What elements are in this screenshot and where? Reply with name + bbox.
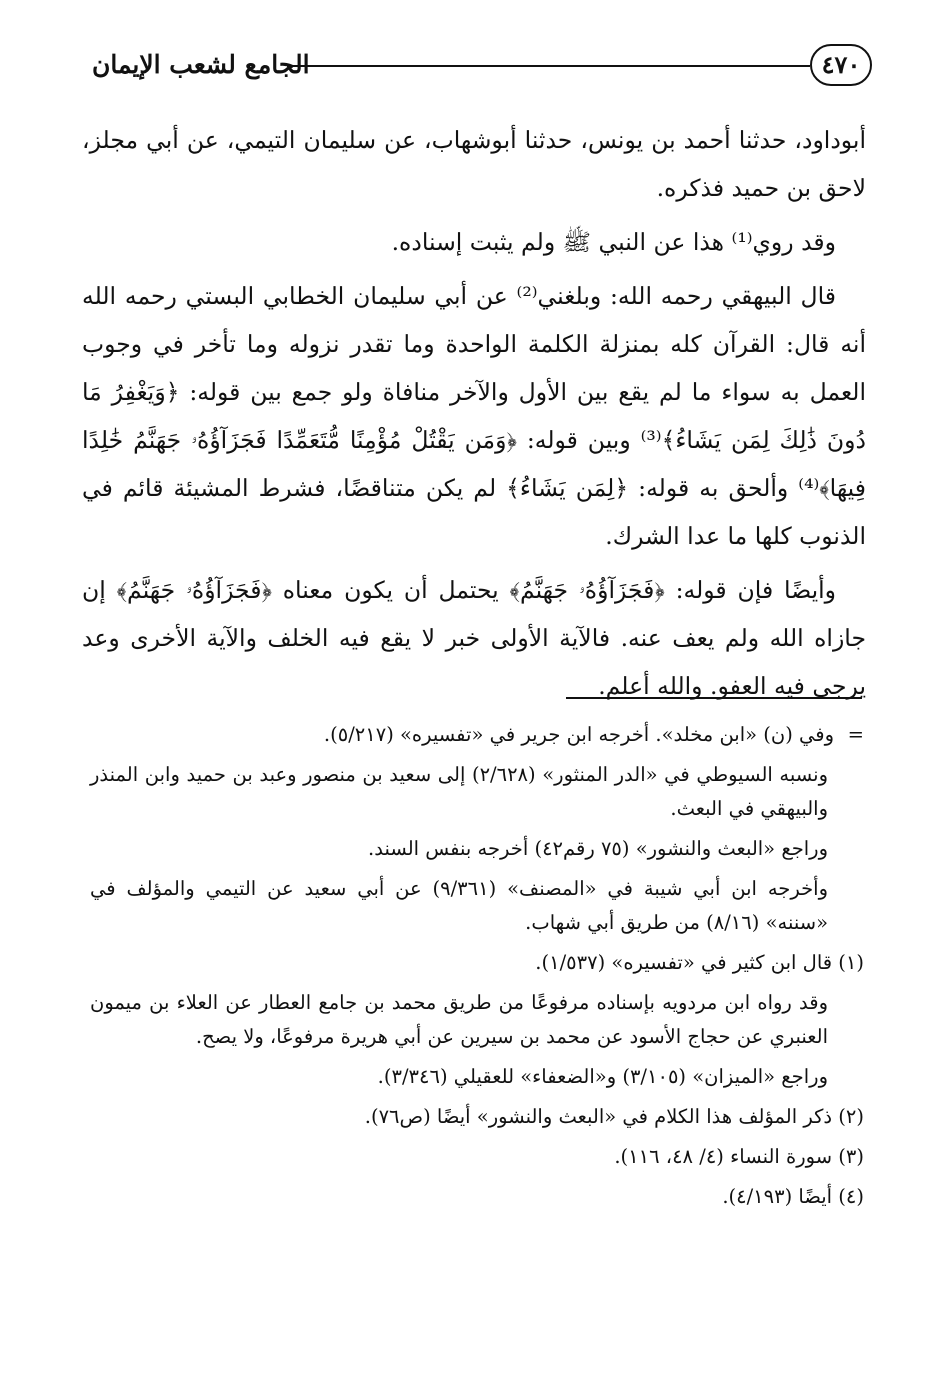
paragraph-4: وأيضًا فإن قوله: ﴿فَجَزَآؤُهُۥ جَهَنَّمُ﴾ يحتمل أن يكون معناه ﴿فَجَزَآؤُهُۥ جَهَنَّمُ﴾ إن جازاه الله ولم يعف عنه. فالآية الأولى خبر لا يقع فيه الخلف والآية الأخرى وعد يرجى فيه العفو. والله أعلم. [82,576,866,700]
footnote-continuation-1: وفي (ن) «ابن مخلد». أخرجه ابن جرير في «تفسيره» (٥/٢١٧). [323,723,834,746]
footnote-1: (١) قال ابن كثير في «تفسيره» (١/٥٣٧). [535,951,864,974]
book-title: الجامع لشعب الإيمان [92,50,310,79]
paragraph-3: قال البيهقي رحمه الله: وبلغني⁽²⁾ عن أبي سليمان الخطابي البستي رحمه الله أنه قال: القرآن كله بمنزلة الكلمة الواحدة وما تقدر نزوله وما تأخر في وجوب العمل به سواء ما لم يقع بين الأول والآخر منافاة ولو جمع بين قوله: ﴿وَيَغْفِرُ مَا دُونَ ذَٰلِكَ لِمَن يَشَاءُ﴾⁽³⁾ وبين قوله: ﴿وَمَن يَقْتُلْ مُؤْمِنًا مُّتَعَمِّدًا فَجَزَآؤُهُۥ جَهَنَّمُ خَٰلِدًا فِيهَا﴾⁽⁴⁾ وألحق به قوله: ﴿لِمَن يَشَاءُ﴾ لم يكن متناقضًا، فشرط المشيئة قائم في الذنوب كلها ما عدا الشرك. [82,282,866,550]
footnote-1-detail: وقد رواه ابن مردويه بإسناده مرفوعًا من طريق محمد بن جامع العطار عن العلاء بن ميمون العنبري عن حجاج الأسود عن محمد بن سيرين عن أبي هريرة مرفوعًا، ولا يصح. [90,991,828,1048]
footnote-2: (٢) ذكر المؤلف هذا الكلام في «البعث والنشور» أيضًا (ص٧٦). [364,1105,864,1128]
footnote-3: (٣) سورة النساء (٤/ ٤٨، ١١٦). [614,1145,864,1168]
footnote-separator [566,697,862,699]
continuation-marker: = [847,723,864,746]
paragraph-2: وقد روي⁽¹⁾ هذا عن النبي ﷺ ولم يثبت إسناده. [391,228,836,256]
footnote-4: (٤) أيضًا (٤/١٩٣). [722,1185,864,1208]
footnote-1-reference: وراجع «الميزان» (٣/١٠٥) و«الضعفاء» للعقيلي (٣/٣٤٦). [377,1065,828,1088]
footnote-continuation-4: وأخرجه ابن أبي شيبة في «المصنف» (٩/٣٦١) عن أبي سعيد عن التيمي والمؤلف في «سننه» (٨/١٦) من طريق أبي شهاب. [90,877,828,934]
main-text [82,116,866,716]
header-rule [287,65,810,67]
footnote-continuation-3: وراجع «البعث والنشور» (٧٥ رقم٤٢) أخرجه بنفس السند. [368,837,828,860]
footnotes [90,718,864,1220]
page-header [92,42,872,94]
paragraph-1: أبوداود، حدثنا أحمد بن يونس، حدثنا أبوشهاب، عن سليمان التيمي، عن أبي مجلز، لاحق بن حميد فذكره. [82,126,866,202]
footnote-continuation-2: ونسبه السيوطي في «الدر المنثور» (٢/٦٢٨) إلى سعيد بن منصور وعبد بن حميد وابن المنذر والبيهقي في البعث. [90,763,828,820]
page-number: ٤٧٠ [810,44,872,86]
